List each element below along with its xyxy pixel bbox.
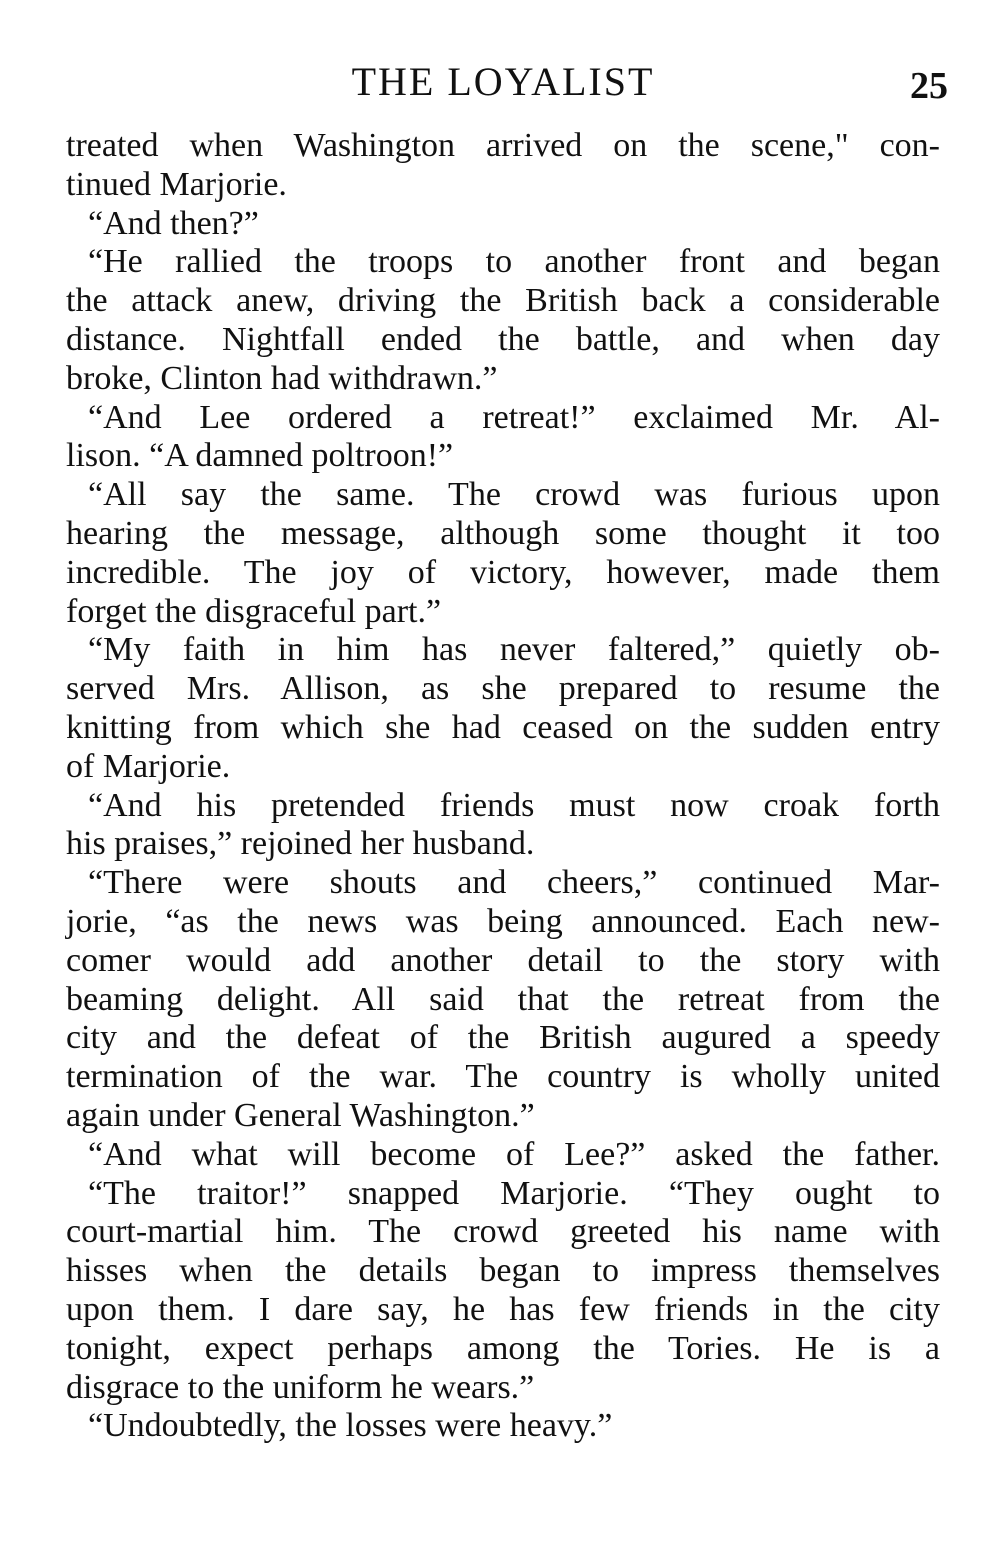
body-text: [66, 127, 940, 1446]
text-line: termination of the war. The country is wholly united: [66, 1058, 940, 1096]
text-line: tinued Marjorie.: [66, 165, 287, 203]
text-line: lison. “A damned poltroon!”: [66, 437, 454, 475]
text-line: of Marjorie.: [66, 747, 231, 785]
text-line: forget the disgraceful part.”: [66, 592, 442, 630]
text-line: “Undoubtedly, the losses were heavy.”: [88, 1407, 613, 1445]
text-line: broke, Clinton had withdrawn.”: [66, 359, 498, 397]
text-line: beaming delight. All said that the retreat from the: [66, 980, 940, 1018]
text-line: served Mrs. Allison, as she prepared to resume the: [66, 670, 940, 708]
text-line: jorie, “as the news was being announced. Each new-: [66, 902, 940, 940]
text-line: upon them. I dare say, he has few friends in the city: [66, 1290, 940, 1328]
text-line: “He rallied the troops to another front and began: [88, 243, 940, 281]
text-line: city and the defeat of the British augured a speedy: [66, 1019, 940, 1057]
text-line: again under General Washington.”: [66, 1096, 535, 1134]
text-line: “All say the same. The crowd was furious upon: [88, 476, 940, 514]
page-number: 25: [910, 65, 948, 107]
text-line: “And his pretended friends must now croak forth: [88, 786, 940, 824]
text-line: distance. Nightfall ended the battle, and when day: [66, 320, 940, 358]
text-line: his praises,” rejoined her husband.: [66, 825, 535, 863]
text-line: “And Lee ordered a retreat!” exclaimed Mr. Al-: [88, 398, 940, 436]
running-title: THE LOYALIST: [351, 59, 655, 104]
text-line: comer would add another detail to the story with: [66, 941, 940, 979]
running-header: [66, 58, 948, 107]
text-line: tonight, expect perhaps among the Tories. He is a: [66, 1329, 940, 1367]
text-line: court-martial him. The crowd greeted his name with: [66, 1213, 940, 1251]
text-line: the attack anew, driving the British back a considerable: [66, 282, 940, 320]
text-line: “My faith in him has never faltered,” quietly ob-: [88, 631, 940, 669]
text-line: disgrace to the uniform he wears.”: [66, 1368, 535, 1406]
text-line: hearing the message, although some thought it too: [66, 514, 940, 552]
text-line: incredible. The joy of victory, however, made them: [66, 553, 940, 591]
text-line: “The traitor!” snapped Marjorie. “They ought to: [88, 1174, 940, 1212]
text-line: knitting from which she had ceased on the sudden entry: [66, 708, 940, 746]
text-line: “And then?”: [88, 204, 259, 242]
text-line: treated when Washington arrived on the scene," con-: [66, 127, 940, 164]
text-line: hisses when the details began to impress themselves: [66, 1252, 940, 1290]
text-line: “And what will become of Lee?” asked the father.: [88, 1135, 940, 1173]
text-line: “There were shouts and cheers,” continued Mar-: [88, 864, 940, 902]
